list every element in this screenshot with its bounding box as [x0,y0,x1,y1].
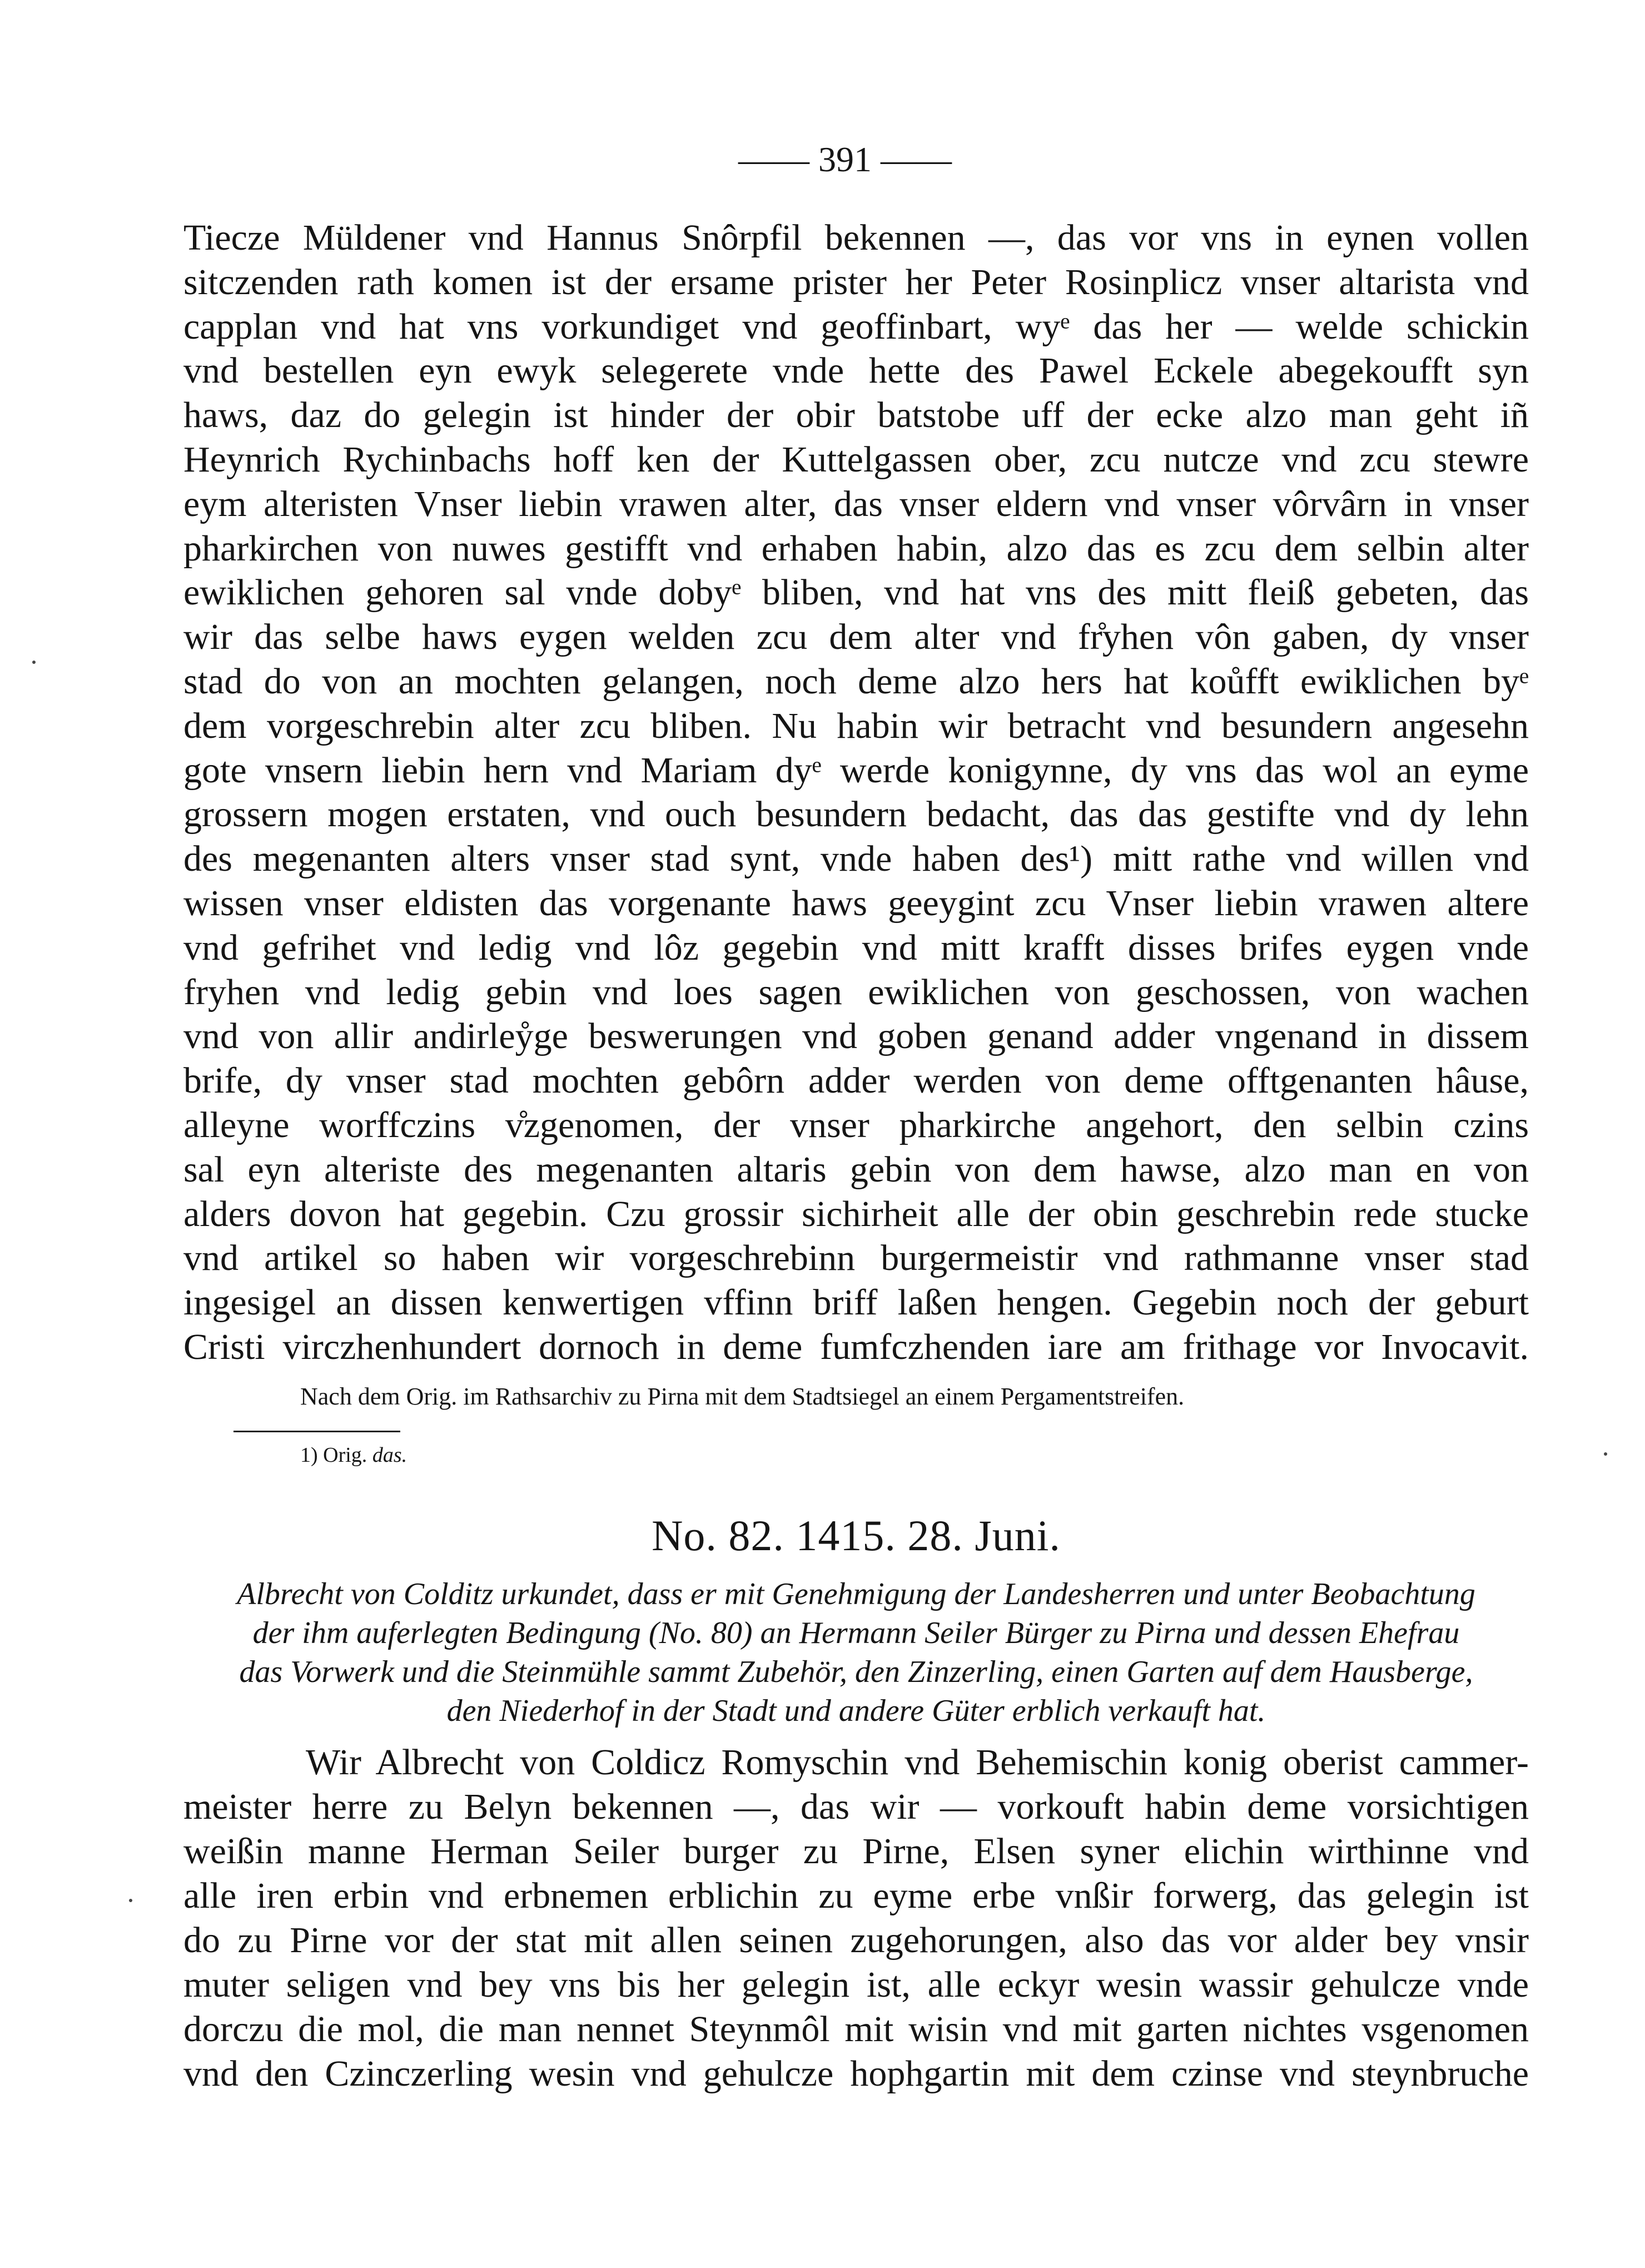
text-line: grossern mogen erstaten, vnd ouch besundern bedacht, das das gestifte vnd dy lehn [183,794,1529,835]
footnote-marker: 1) Orig. [300,1443,367,1467]
text-line: eym alteristen Vnser liebin vrawen alter, das vnser eldern vnd vnser vôrvârn in vnser [183,483,1529,524]
text-line: pharkirchen von nuwes gestifft vnd erhaben habin, alzo das es zcu dem selbin alter [183,528,1529,569]
source-note: Nach dem Orig. im Rathsarchiv zu Pirna mit dem Stadtsiegel an einem Pergamentstreifen. [300,1383,1185,1410]
text-line: des megenanten alters vnser stad synt, vnde haben des¹) mitt rathe vnd willen vnd [183,838,1529,880]
page-number: —— 391 —— [738,140,952,179]
margin-speck [1604,1452,1607,1456]
text-line: alleyne worffczins v̊zgenomen, der vnser pharkirche angehort, den selbin czins [183,1104,1529,1145]
text-line: sitczenden rath komen ist der ersame prister her Peter Rosinplicz vnser altarista vnd [183,261,1529,302]
document-82-text [183,1740,1529,2096]
text-line: vnd gefrihet vnd ledig vnd lôz gegebin vnd mitt krafft disses brifes eygen vnde [183,927,1529,968]
text-line: stad do von an mochten gelangen, noch deme alzo hers hat koůfft ewiklichen byᵉ [183,661,1529,702]
text-line: vnd artikel so haben wir vorgeschrebinn burgermeistir vnd rathmanne vnser stad [183,1238,1529,1279]
document-heading: No. 82. 1415. 28. Juni. [652,1511,1061,1560]
regest-line: der ihm auferlegten Bedingung (No. 80) an Hermann Seiler Bürger zu Pirna und dessen Ehefrau [252,1616,1460,1650]
text-line: haws, daz do gelegin ist hinder der obir batstobe uff der ecke alzo man geht iñ [183,395,1529,436]
regest-line: das Vorwerk und die Steinmühle sammt Zubehör, den Zinzerling, einen Garten auf dem Hausberge, [239,1655,1473,1689]
text-line: Tiecze Müldener vnd Hannus Snôrpfil bekennen —, das vor vns in eynen vollen [183,217,1529,258]
margin-speck [32,661,36,664]
regest-line: Albrecht von Colditz urkundet, dass er mit Genehmigung der Landesherren und unter Beobachtung [237,1577,1475,1611]
text-line: wissen vnser eldisten das vorgenante haws geeygint zcu Vnser liebin vrawen altere [183,882,1529,924]
text-line: alders dovon hat gegebin. Czu grossir sichirheit alle der obin geschrebin rede stucke [183,1193,1529,1234]
footnote-rule [233,1431,400,1432]
footnote [300,1441,407,1469]
text-line: meister herre zu Belyn bekennen —, das wir — vorkouft habin deme vorsichtigen [183,1786,1529,1827]
document-81-text [183,216,1529,1369]
text-line: gote vnsern liebin hern vnd Mariam dyᵉ werde konigynne, dy vns das wol an eyme [183,750,1529,791]
text-line: Heynrich Rychinbachs hoff ken der Kuttelgassen ober, zcu nutcze vnd zcu stewre [183,439,1529,480]
text-line: vnd den Czinczerling wesin vnd gehulcze hophgartin mit dem czinse vnd steynbruche [183,2053,1529,2094]
text-line: weißin manne Herman Seiler burger zu Pirne, Elsen syner elichin wirthinne vnd [183,1831,1529,1872]
footnote-text: das. [372,1443,407,1467]
text-line: alle iren erbin vnd erbnemen erblichin zu eyme erbe vnßir forwerg, das gelegin ist [183,1875,1529,1916]
text-line: brife, dy vnser stad mochten gebôrn adder werden von deme offtgenanten hâuse, [183,1060,1529,1101]
text-line: Cristi virczhenhundert dornoch in deme fumfczhenden iare am frithage vor Invocavit. [183,1326,1529,1367]
regest [183,1575,1529,1730]
text-line: vnd bestellen eyn ewyk selegerete vnde hette des Pawel Eckele abegekoufft syn [183,350,1529,391]
text-line: fryhen vnd ledig gebin vnd loes sagen ewiklichen von geschossen, von wachen [183,971,1529,1013]
text-line: dem vorgeschrebin alter zcu bliben. Nu habin wir betracht vnd besundern angesehn [183,705,1529,746]
text-line: ewiklichen gehoren sal vnde dobyᵉ bliben, vnd hat vns des mitt fleiß gebeten, das [183,572,1529,613]
text-line: do zu Pirne vor der stat mit allen seinen zugehorungen, also das vor alder bey vnsir [183,1920,1529,1961]
text-line: wir das selbe haws eygen welden zcu dem alter vnd fr̊yhen vôn gaben, dy vnser [183,617,1529,658]
text-line: vnd von allir andirleẙge beswerungen vnd goben genand adder vngenand in dissem [183,1016,1529,1057]
text-line: Wir Albrecht von Coldicz Romyschin vnd Behemischin konig oberist cammer- [306,1742,1529,1783]
text-line: ingesigel an dissen kenwertigen vffinn briff laßen hengen. Gegebin noch der geburt [183,1282,1529,1323]
regest-line: den Niederhof in der Stadt und andere Güter erblich verkauft hat. [446,1694,1266,1728]
text-line: muter seligen vnd bey vns bis her gelegin ist, alle eckyr wesin wassir gehulcze vnde [183,1964,1529,2005]
text-line: dorczu die mol, die man nennet Steynmôl mit wisin vnd mit garten nichtes vsgenomen [183,2009,1529,2049]
text-line: sal eyn alteriste des megenanten altaris gebin von dem hawse, alzo man en von [183,1149,1529,1190]
text-line: capplan vnd hat vns vorkundiget vnd geoffinbart, wyᵉ das her — welde schickin [183,306,1529,347]
margin-speck [129,1899,132,1902]
